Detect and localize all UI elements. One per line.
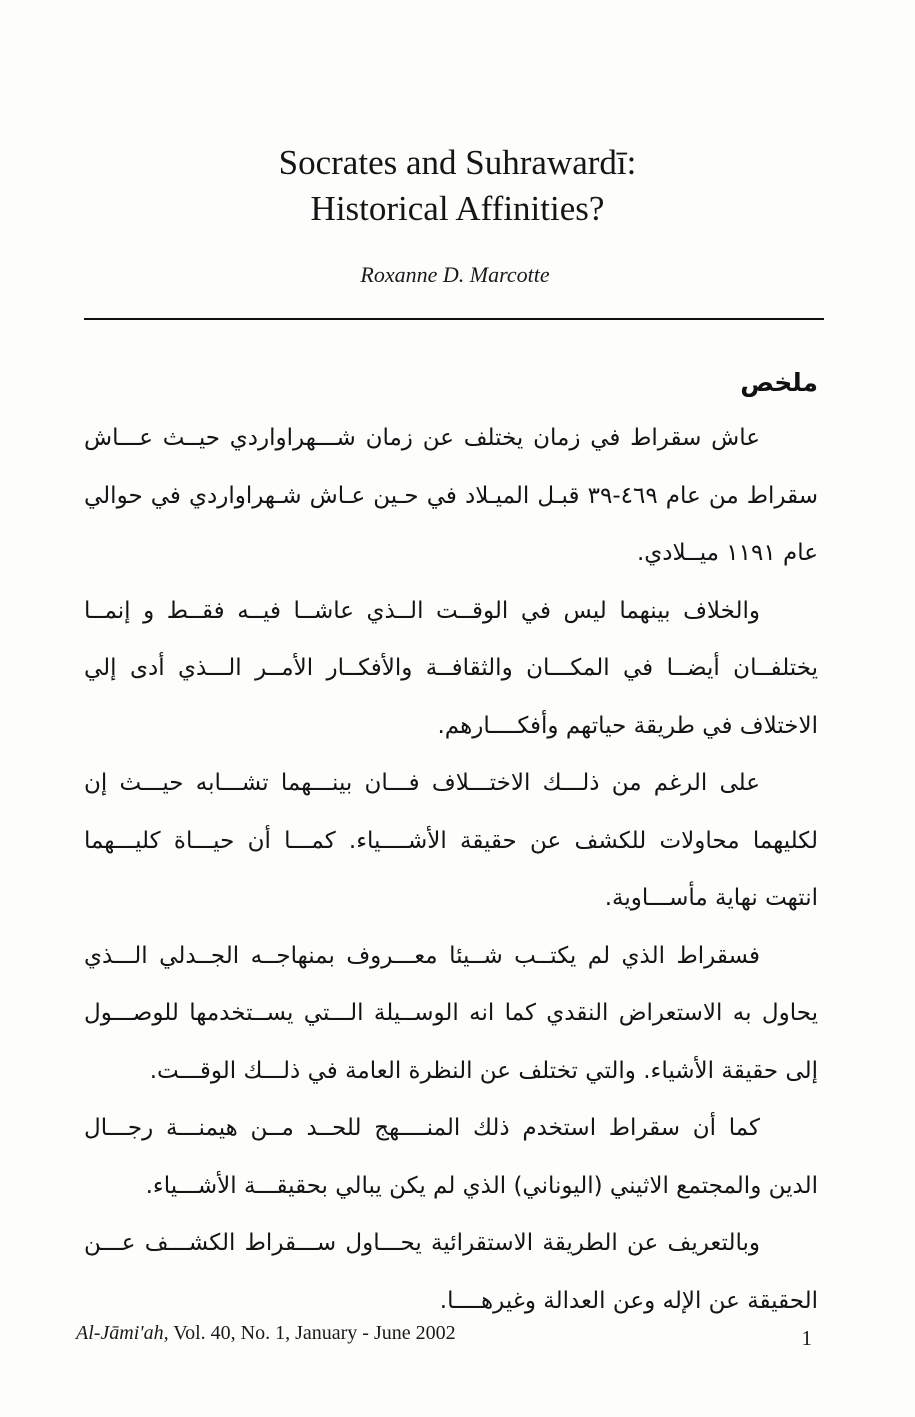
page-number: 1 [801, 1326, 812, 1350]
abstract-paragraph: على الرغم من ذلـــك الاختـــلاف فـــان بينـــهما تشـــابه حيـــث إن لكليهما محاولات للكشف عن حقيقة الأشــــياء. كمـــا أن حيـــاة كليـــهما انتهت نهاية مأســـاوية. [84, 770, 818, 911]
issue-info: Vol. 40, No. 1, January - June 2002 [168, 1322, 456, 1344]
abstract-paragraph: كما أن سقراط استخدم ذلك المنــــهج للحــد مــن هيمنـــة رجـــال الدين والمجتمع الاثيني (اليوناني) الذي لم يكن يبالي بحقيقـــة الأشـــياء. [84, 1115, 818, 1199]
abstract-paragraph: فسقراط الذي لم يكتــب شــيئا معـــروف بمنهاجــه الجــدلي الـــذي يحاول به الاستعراض النقدي كما انه الوســيلة الـــتي يســتخدمها للوصـــول إلى حقيقة الأشياء. والتي تختلف عن النظرة العامة في ذلـــك الوقـــت. [84, 942, 818, 1084]
abstract-paragraph: والخلاف بينهما ليس في الوقــت الــذي عاشــا فيــه فقــط و إنمــا يختلفــان أيضــا في المكـــان والثقافــة والأفكــار الأمــر الـــذي أدى إلي الاختلاف في طريقة حياتهم وأفكــــارهم. [84, 597, 818, 739]
title-line-2: Historical Affinities? [310, 189, 605, 228]
article-title [0, 140, 915, 232]
abstract-heading: ملخص [740, 368, 818, 397]
abstract-paragraph: وبالتعريف عن الطريقة الاستقرائية يحـــاول ســـقراط الكشـــف عـــن الحقيقة عن الإله وعن العدالة وغيرهــــا. [84, 1230, 818, 1314]
journal-name: Al-Jāmi'ah, [76, 1322, 169, 1344]
abstract-paragraph: عاش سقراط في زمان يختلف عن زمان شـــهراواردي حيــث عـــاش سقراط من عام ٤٦٩-٣٩ قبـل الميـلاد في حـين عـاش شـهراواردي في حوالي عام ١١٩١ ميــلادي. [84, 425, 818, 566]
title-divider [84, 318, 824, 320]
title-line-1: Socrates and Suhrawardī: [278, 143, 637, 182]
footer-citation [76, 1322, 456, 1345]
abstract-body [84, 410, 818, 1330]
author-name: Roxanne D. Marcotte [360, 262, 550, 287]
